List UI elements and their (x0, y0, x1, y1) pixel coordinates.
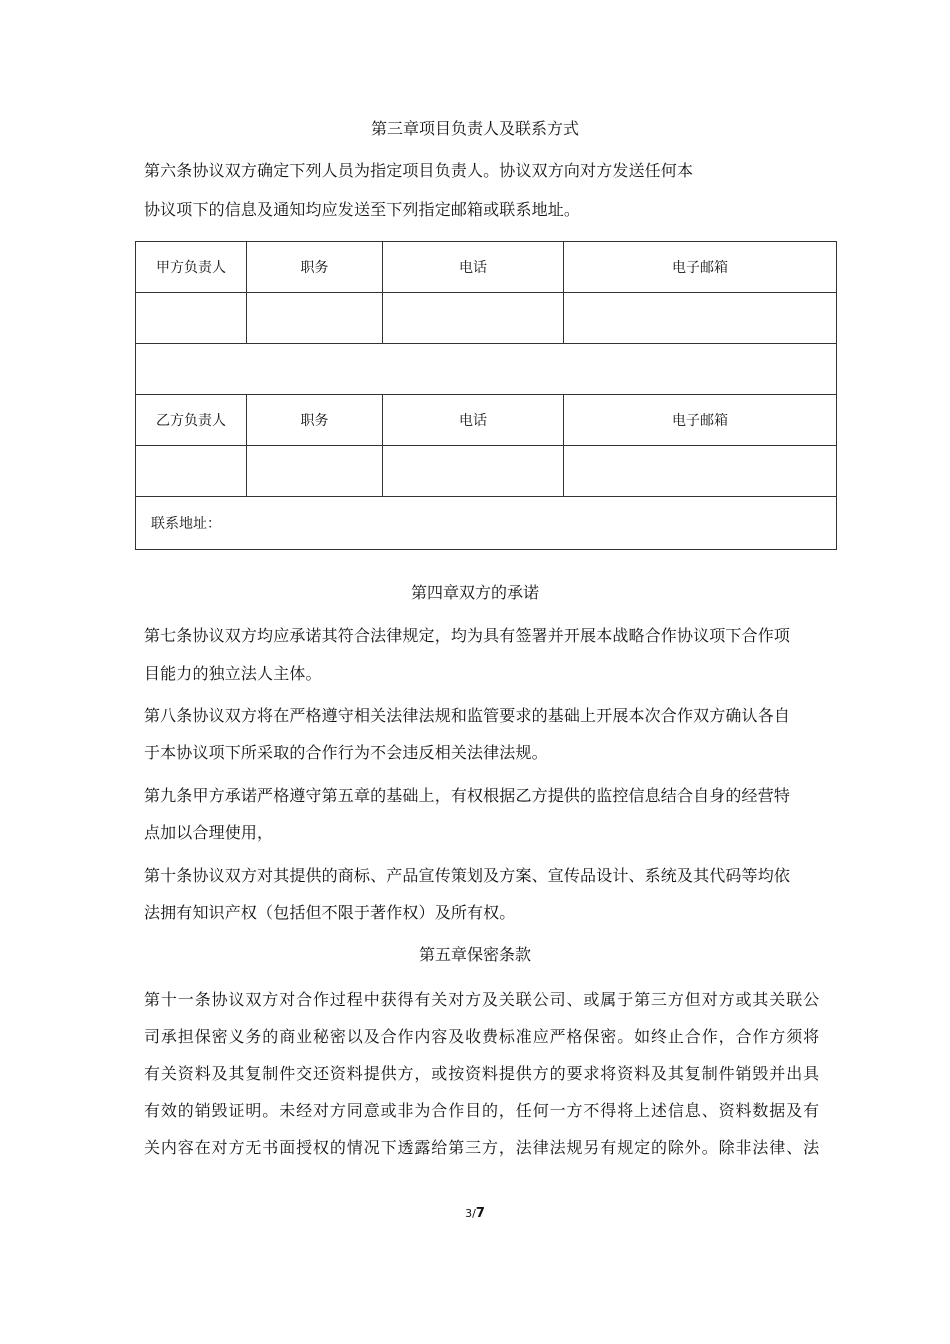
spacer-cell (136, 344, 837, 395)
article-7-line-2: 目能力的独立法人主体。 (144, 664, 322, 683)
party-a-leader-header: 甲方负责人 (136, 242, 247, 293)
party-a-phone-header: 电话 (383, 242, 564, 293)
address-row (136, 497, 837, 550)
page-number (0, 1207, 950, 1221)
article-7-line-1: 第七条协议双方均应承诺其符合法律规定，均为具有签署并开展本战略合作协议项下合作项 (144, 626, 791, 645)
article-11-line-2: 司承担保密义务的商业秘密以及合作内容及收费标准应严格保密。如终止合作，合作方须将 (144, 1027, 821, 1046)
party-b-leader-header: 乙方负责人 (136, 395, 247, 446)
chapter-4-title: 第四章双方的承诺 (410, 583, 539, 602)
party-a-header-row (136, 242, 837, 293)
article-11-line-5: 关内容在对方无书面授权的情况下透露给第三方，法律法规另有规定的除外。除非法律、法 (144, 1138, 821, 1157)
contact-address-label: 联系地址： (136, 497, 837, 550)
party-a-position-cell (247, 293, 383, 344)
party-a-value-row (136, 293, 837, 344)
article-9-line-1: 第九条甲方承诺严格遵守第五章的基础上，有权根据乙方提供的监控信息结合自身的经营特 (144, 786, 791, 805)
party-b-email-cell (564, 446, 837, 497)
party-a-leader-cell (136, 293, 247, 344)
party-a-position-header: 职务 (247, 242, 383, 293)
article-11-line-1: 第十一条协议双方对合作过程中获得有关对方及关联公司、或属于第三方但对方或其关联公 (144, 990, 821, 1009)
page-total: 7 (475, 1206, 485, 1221)
party-a-email-header: 电子邮箱 (564, 242, 837, 293)
party-a-phone-cell (383, 293, 564, 344)
party-a-email-cell (564, 293, 837, 344)
page-current: 3/ (465, 1207, 476, 1220)
party-b-value-row (136, 446, 837, 497)
party-b-phone-header: 电话 (383, 395, 564, 446)
party-b-leader-cell (136, 446, 247, 497)
party-b-email-header: 电子邮箱 (564, 395, 837, 446)
party-b-phone-cell (383, 446, 564, 497)
contact-table (135, 241, 837, 550)
article-11-line-4: 有效的销毁证明。未经对方同意或非为合作目的，任何一方不得将上述信息、资料数据及有 (144, 1101, 821, 1120)
party-b-position-cell (247, 446, 383, 497)
article-6-line-1: 第六条协议双方确定下列人员为指定项目负责人。协议双方向对方发送任何本 (144, 161, 694, 180)
table-spacer-row (136, 344, 837, 395)
article-6-line-2: 协议项下的信息及通知均应发送至下列指定邮箱或联系地址。 (144, 200, 581, 219)
party-b-position-header: 职务 (247, 395, 383, 446)
chapter-3-title: 第三章项目负责人及联系方式 (370, 119, 579, 138)
article-9-line-2: 点加以合理使用， (144, 823, 274, 842)
chapter-5-title: 第五章保密条款 (418, 945, 531, 964)
article-8-line-1: 第八条协议双方将在严格遵守相关法律法规和监管要求的基础上开展本次合作双方确认各自 (144, 706, 791, 725)
article-10-line-2: 法拥有知识产权（包括但不限于著作权）及所有权。 (144, 903, 516, 922)
article-8-line-2: 于本协议项下所采取的合作行为不会违反相关法律法规。 (144, 743, 548, 762)
article-11-line-3: 有关资料及其复制件交还资料提供方，或按资料提供方的要求将资料及其复制件销毁并出具 (144, 1064, 821, 1083)
article-10-line-1: 第十条协议双方对其提供的商标、产品宣传策划及方案、宣传品设计、系统及其代码等均依 (144, 866, 791, 885)
party-b-header-row (136, 395, 837, 446)
